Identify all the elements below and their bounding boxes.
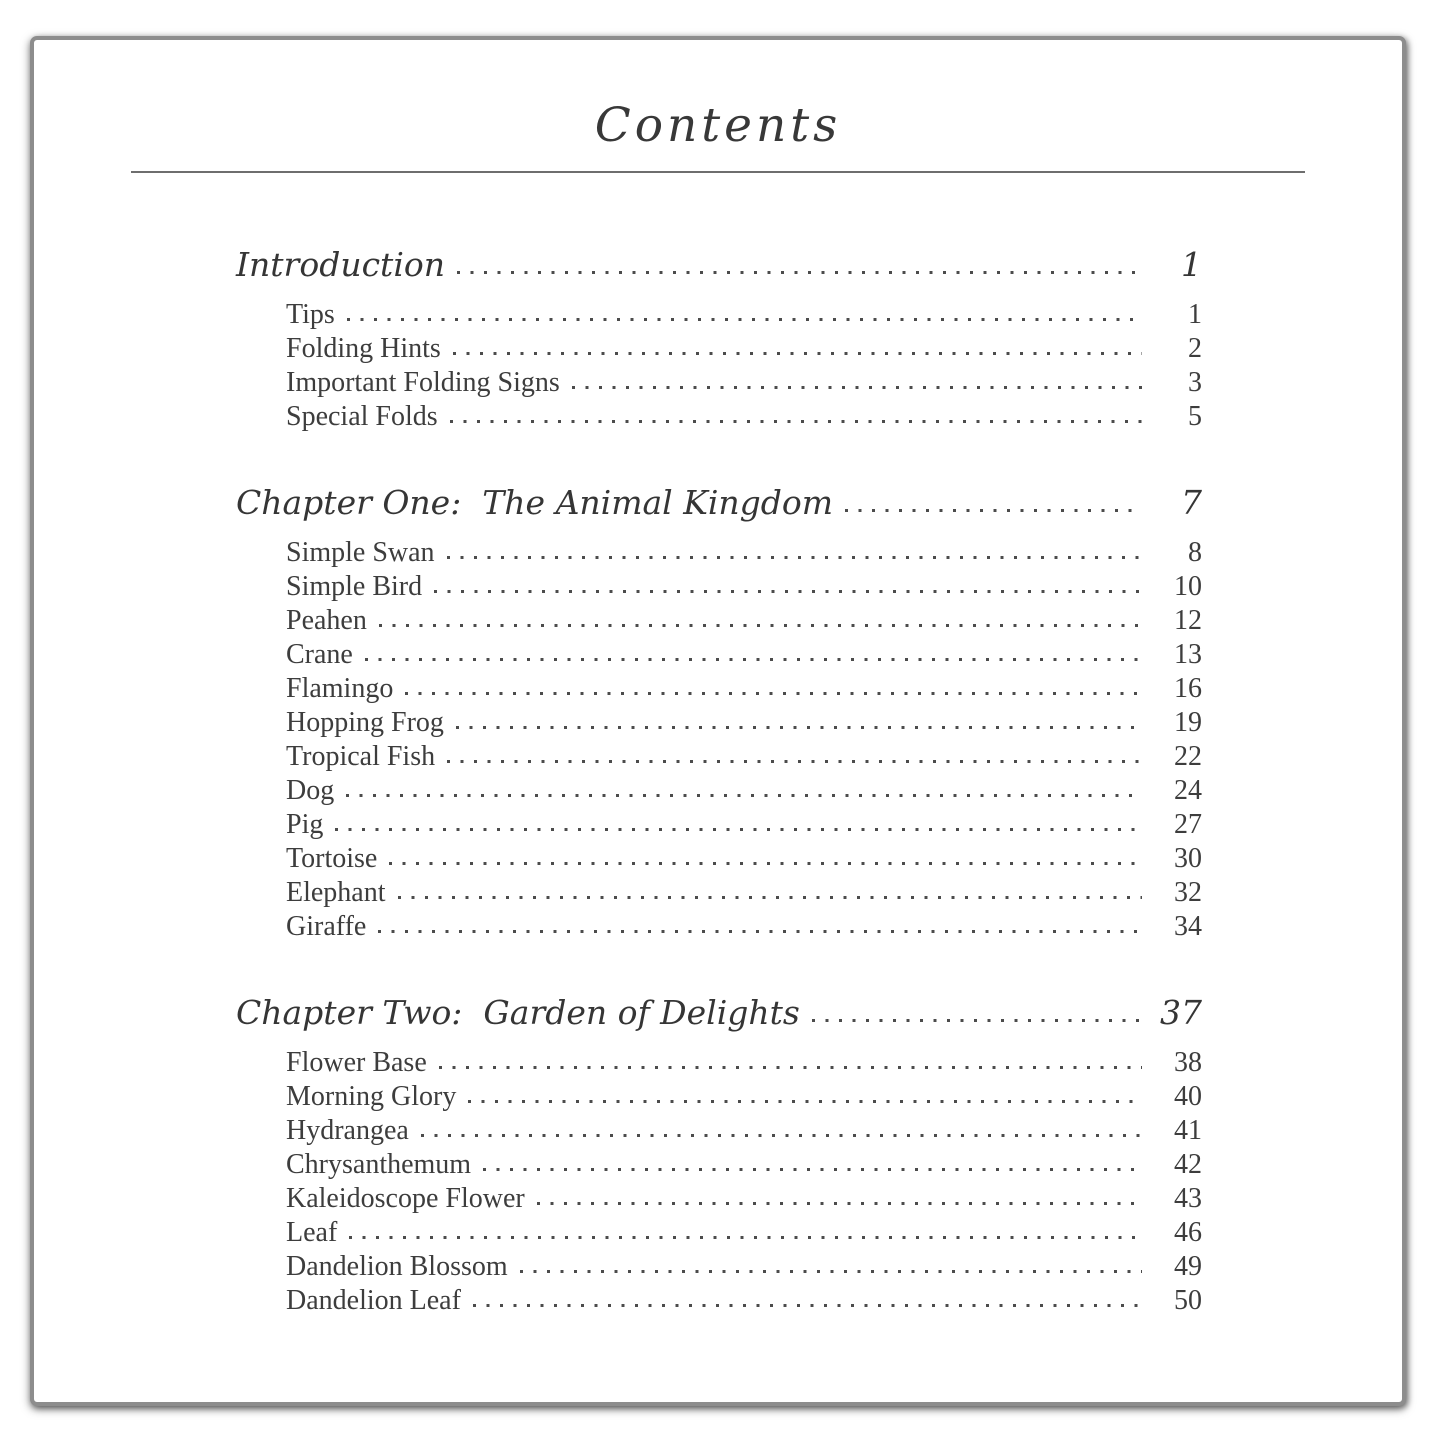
page-number: 2 — [1188, 333, 1202, 364]
page-number: 43 — [1174, 1183, 1202, 1214]
dot-leader — [812, 1000, 1142, 1024]
dot-leader — [537, 1185, 1142, 1207]
dot-leader — [335, 811, 1142, 833]
page-number: 42 — [1174, 1149, 1202, 1180]
dot-leader — [405, 675, 1142, 697]
toc-entry-label: Crane — [286, 639, 353, 670]
toc-entry-row — [236, 571, 1202, 605]
toc-entry-row — [236, 843, 1202, 877]
toc-heading-label: Chapter Two: Garden of Delights — [236, 993, 800, 1032]
page-number: 8 — [1188, 537, 1202, 568]
dot-leader — [453, 335, 1142, 357]
dot-leader — [457, 252, 1142, 276]
page-number: 5 — [1188, 401, 1202, 432]
page-number: 30 — [1174, 843, 1202, 874]
page-number: 32 — [1174, 877, 1202, 908]
toc-entry-label: Simple Bird — [286, 571, 423, 602]
page-number: 16 — [1174, 673, 1202, 704]
dot-leader — [572, 369, 1142, 391]
page-number: 1 — [1188, 299, 1202, 330]
toc-entry-label: Morning Glory — [286, 1081, 457, 1112]
toc-entry-row — [236, 809, 1202, 843]
page-number: 50 — [1174, 1285, 1202, 1316]
dot-leader — [456, 709, 1142, 731]
dot-leader — [447, 539, 1142, 561]
toc-entry-row — [236, 877, 1202, 911]
toc-entry-label: Chrysanthemum — [286, 1149, 472, 1180]
toc-entry-label: Special Folds — [286, 401, 438, 432]
toc-entry-row — [236, 333, 1202, 367]
toc-entry-label: Tips — [286, 299, 335, 330]
dot-leader — [473, 1287, 1142, 1309]
page-number: 10 — [1174, 571, 1202, 602]
dot-leader — [349, 1219, 1142, 1241]
toc-heading-label: Chapter One: The Animal Kingdom — [236, 483, 834, 522]
toc-entry-label: Flamingo — [286, 673, 394, 704]
page-number: 38 — [1174, 1047, 1202, 1078]
toc-entry-row — [236, 299, 1202, 333]
page-number: 7 — [1181, 483, 1202, 522]
page-number: 40 — [1174, 1081, 1202, 1112]
toc-entry-label: Elephant — [286, 877, 386, 908]
dot-leader — [468, 1083, 1142, 1105]
title-rule — [131, 171, 1305, 173]
page-number: 12 — [1174, 605, 1202, 636]
toc-entry-row — [236, 775, 1202, 809]
toc-entry-row — [236, 707, 1202, 741]
toc-entry-label: Kaleidoscope Flower — [286, 1183, 525, 1214]
toc-entry-label: Tropical Fish — [286, 741, 436, 772]
dot-leader — [398, 879, 1142, 901]
dot-leader — [346, 777, 1142, 799]
toc-heading-row — [236, 993, 1202, 1033]
dot-leader — [378, 913, 1142, 935]
toc-entry-row — [236, 1285, 1202, 1319]
toc-entry-row — [236, 1081, 1202, 1115]
toc-entry-row — [236, 911, 1202, 945]
page-number: 3 — [1188, 367, 1202, 398]
toc-entry-row — [236, 1183, 1202, 1217]
table-of-contents — [236, 245, 1202, 1319]
page-number: 27 — [1174, 809, 1202, 840]
dot-leader — [845, 490, 1142, 514]
dot-leader — [439, 1049, 1142, 1071]
toc-entry-row — [236, 639, 1202, 673]
toc-entry-row — [236, 673, 1202, 707]
toc-entry-label: Tortoise — [286, 843, 378, 874]
page-number: 19 — [1174, 707, 1202, 738]
toc-entry-label: Leaf — [286, 1217, 338, 1248]
toc-entry-label: Hopping Frog — [286, 707, 444, 738]
toc-entry-label: Flower Base — [286, 1047, 427, 1078]
dot-leader — [347, 301, 1142, 323]
toc-entry-row — [236, 367, 1202, 401]
dot-leader — [483, 1151, 1142, 1173]
toc-entry-label: Folding Hints — [286, 333, 441, 364]
toc-entry-label: Dog — [286, 775, 335, 806]
toc-entry-label: Giraffe — [286, 911, 367, 942]
toc-heading-row — [236, 483, 1202, 523]
dot-leader — [389, 845, 1142, 867]
page-number: 49 — [1174, 1251, 1202, 1282]
toc-entry-row — [236, 1115, 1202, 1149]
page-number: 46 — [1174, 1217, 1202, 1248]
page-number: 24 — [1174, 775, 1202, 806]
toc-entry-label: Hydrangea — [286, 1115, 409, 1146]
page-number: 1 — [1181, 245, 1202, 284]
toc-entry-label: Dandelion Blossom — [286, 1251, 508, 1282]
book-page — [30, 36, 1406, 1406]
toc-entry-label: Pig — [286, 809, 324, 840]
page-number: 34 — [1174, 911, 1202, 942]
toc-section-chapter-two — [236, 993, 1202, 1319]
toc-entry-row — [236, 1149, 1202, 1183]
toc-entry-row — [236, 741, 1202, 775]
dot-leader — [520, 1253, 1142, 1275]
toc-entry-row — [236, 1251, 1202, 1285]
page-number: 41 — [1174, 1115, 1202, 1146]
toc-entry-row — [236, 1047, 1202, 1081]
page-number: 13 — [1174, 639, 1202, 670]
page-title: Contents — [594, 98, 842, 153]
dot-leader — [434, 573, 1142, 595]
dot-leader — [379, 607, 1142, 629]
page-number: 22 — [1174, 741, 1202, 772]
page-number: 37 — [1160, 993, 1202, 1032]
dot-leader — [421, 1117, 1142, 1139]
toc-entry-label: Simple Swan — [286, 537, 435, 568]
dot-leader — [450, 403, 1142, 425]
toc-entry-row — [236, 1217, 1202, 1251]
toc-entry-row — [236, 605, 1202, 639]
toc-entry-label: Important Folding Signs — [286, 367, 560, 398]
toc-entry-row — [236, 537, 1202, 571]
toc-entry-label: Dandelion Leaf — [286, 1285, 461, 1316]
toc-entry-row — [236, 401, 1202, 435]
dot-leader — [447, 743, 1142, 765]
toc-heading-label: Introduction — [236, 245, 445, 284]
dot-leader — [365, 641, 1142, 663]
toc-section-introduction — [236, 245, 1202, 435]
toc-entry-label: Peahen — [286, 605, 367, 636]
toc-heading-row — [236, 245, 1202, 285]
toc-section-chapter-one — [236, 483, 1202, 945]
